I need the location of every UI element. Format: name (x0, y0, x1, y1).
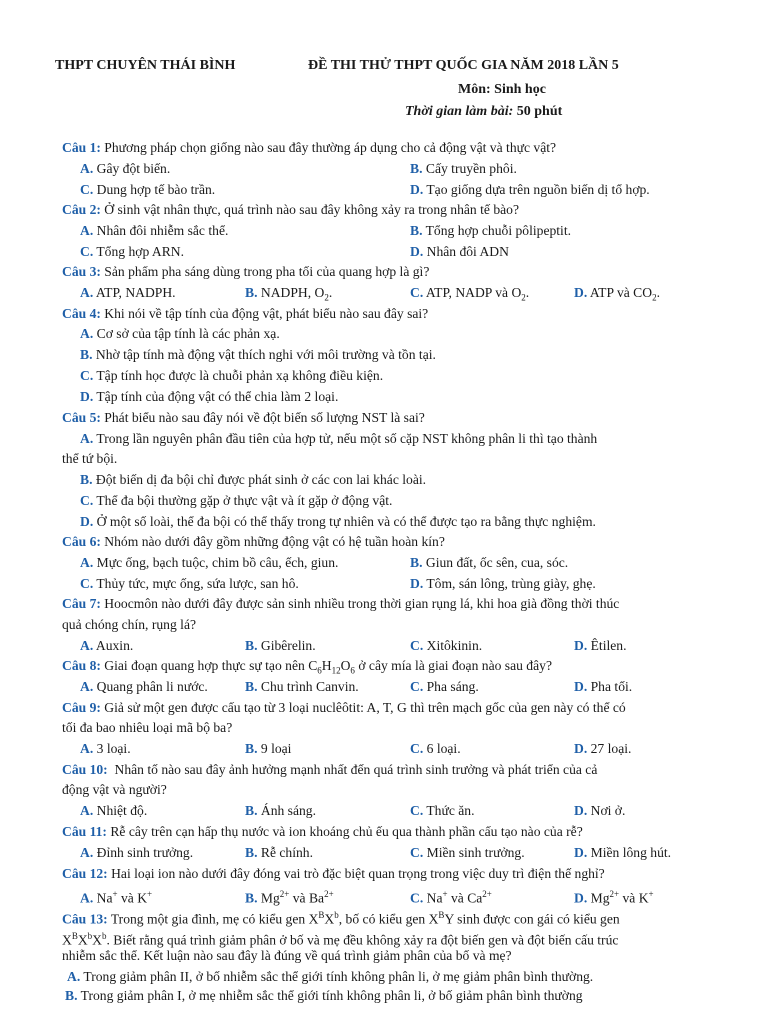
q12-option-b[interactable]: B. $Mg^{2+}$ và $Ba^{2+}$ (245, 889, 334, 906)
q6-option-c[interactable]: C. Thủy tức, mực ống, sứa lược, san hô. (80, 576, 299, 591)
question-9: Câu 9: Giả sử một gen được cấu tạo từ 3 loại nuclêôtit: A, T, G thì trên mạch gốc của gen này có thể có (62, 700, 626, 715)
q6-option-b[interactable]: B. Giun đất, ốc sên, cua, sóc. (410, 555, 569, 570)
q2-option-d[interactable]: D. Nhân đôi ADN (410, 244, 509, 259)
q12-option-d[interactable]: D. $Mg^{2+}$ và K+ (574, 889, 654, 906)
q4-option-a[interactable]: A. Cơ sở của tập tính là các phản xạ. (80, 326, 280, 341)
question-10: Câu 10: Nhân tố nào sau đây ảnh hưởng mạnh nhất đến quá trình sinh trưởng và phát triển của cả (62, 762, 598, 777)
q1-option-d[interactable]: D. Tạo giống dựa trên nguồn biến dị tổ hợp. (410, 182, 650, 197)
q7-option-b[interactable]: B. Gibêrelin. (245, 638, 316, 653)
q9-option-b[interactable]: B. 9 loại (245, 741, 292, 756)
question-7-cont: quả chóng chín, rụng lá? (62, 617, 197, 632)
q4-option-c[interactable]: C. Tập tính học được là chuỗi phản xạ không điều kiện. (80, 368, 384, 383)
question-1: Câu 1: Phương pháp chọn giống nào sau đây thường áp dụng cho cả động vật và thực vật? (62, 140, 557, 155)
q2-option-c[interactable]: C. Tổng hợp ARN. (80, 244, 184, 259)
q5-option-d[interactable]: D. Ở một số loài, thể đa bội có thể thấy trong tự nhiên và có thể được tạo ra bằng thực nghiệm. (80, 514, 596, 529)
question-5: Câu 5: Phát biểu nào sau đây nói về đột biến số lượng NST là sai? (62, 410, 425, 425)
subject-line (458, 82, 546, 98)
q10-option-b[interactable]: B. Ánh sáng. (245, 803, 317, 818)
q11-option-d[interactable]: D. Miền lông hút. (574, 845, 672, 860)
q3-option-a[interactable]: A. ATP, NADPH. (80, 285, 176, 300)
question-3: Câu 3: Sản phẩm pha sáng dùng trong pha tối của quang hợp là gì? (62, 264, 430, 279)
q5-option-a[interactable]: A. Trong lần nguyên phân đầu tiên của hợp tử, nếu một số cặp NST không phân li thì tạo thành (80, 431, 598, 446)
q7-option-a[interactable]: A. Auxin. (80, 638, 134, 653)
q3-option-c[interactable]: C. ATP, NADP và $O_2$. (410, 285, 530, 303)
q11-option-b[interactable]: B. Rễ chính. (245, 845, 313, 860)
q8-option-d[interactable]: D. Pha tối. (574, 679, 633, 694)
q9-option-c[interactable]: C. 6 loại. (410, 741, 461, 756)
question-12: Câu 12: Hai loại ion nào dưới đây đóng vai trò đặc biệt quan trọng trong việc duy trì điện thế nghỉ? (62, 866, 605, 881)
subject-value: Sinh học (494, 82, 546, 97)
question-13: Câu 13: Trong một gia đình, mẹ có kiểu gen $X^BX^b$, bố có kiểu gen $X^BY$ sinh được con gái có kiểu gen (62, 910, 620, 927)
q5-option-c[interactable]: C. Thể đa bội thường gặp ở thực vật và ít gặp ở động vật. (80, 493, 393, 508)
q11-option-a[interactable]: A. Đỉnh sinh trưởng. (80, 845, 194, 860)
q10-option-d[interactable]: D. Nơi ở. (574, 803, 626, 818)
question-13-line-3: nhiễm sắc thể. Kết luận nào sau đây là đúng về quá trình giảm phân của bố và mẹ? (62, 948, 512, 963)
question-11: Câu 11: Rễ cây trên cạn hấp thụ nước và ion khoáng chủ ếu qua thành phần cấu tạo nào của rễ? (62, 824, 583, 839)
q12-option-c[interactable]: C. Na+ và $Ca^{2+}$ (410, 889, 492, 906)
q9-option-d[interactable]: D. 27 loại. (574, 741, 632, 756)
question-7: Câu 7: Hoocmôn nào dưới đây được sản sinh nhiều trong thời gian rụng lá, khi hoa già đồng thời thúc (62, 596, 620, 611)
q8-option-b[interactable]: B. Chu trình Canvin. (245, 679, 359, 694)
q5-option-a-cont: thể tứ bội. (62, 451, 118, 466)
q8-option-a[interactable]: A. Quang phân li nước. (80, 679, 208, 694)
question-8: Câu 8: Giai đoạn quang hợp thực sự tạo nên $C_6H_{12}O_6$ ở cây mía là giai đoạn nào sau đây? (62, 658, 552, 676)
q5-option-b[interactable]: B. Đột biến dị đa bội chỉ được phát sinh ở các con lai khác loài. (80, 472, 427, 487)
question-13-line-2: $X^BX^bX^b$. Biết rằng quá trình giảm phân ở bố và mẹ đều không xảy ra đột biến gen và đột biến cấu trúc (62, 931, 619, 948)
q2-option-a[interactable]: A. Nhân đôi nhiễm sắc thể. (80, 223, 229, 238)
q10-option-c[interactable]: C. Thức ăn. (410, 803, 475, 818)
q13-option-b[interactable]: B. Trong giảm phân I, ở mẹ nhiễm sắc thể giới tính không phân li, ở bố giảm phân bình thường (65, 988, 583, 1003)
q7-option-c[interactable]: C. Xitôkinin. (410, 638, 483, 653)
school-name: THPT CHUYÊN THÁI BÌNH (55, 58, 236, 73)
exam-title: ĐỀ THI THỬ THPT QUỐC GIA NĂM 2018 LẦN 5 (308, 58, 619, 73)
q4-option-b[interactable]: B. Nhờ tập tính mà động vật thích nghi với môi trường và tồn tại. (80, 347, 436, 362)
q2-option-b[interactable]: B. Tổng hợp chuỗi pôlipeptit. (410, 223, 572, 238)
question-2: Câu 2: Ở sinh vật nhân thực, quá trình nào sau đây không xảy ra trong nhân tế bào? (62, 202, 520, 217)
question-9-cont: tối đa bao nhiêu loại mã bộ ba? (62, 720, 233, 735)
question-6: Câu 6: Nhóm nào dưới đây gồm những động vật có hệ tuần hoàn kín? (62, 534, 445, 549)
q6-option-a[interactable]: A. Mực ống, bạch tuộc, chim bồ câu, ếch, giun. (80, 555, 339, 570)
q3-option-b[interactable]: B. NADPH, $O_2$. (245, 285, 333, 303)
q9-option-a[interactable]: A. 3 loại. (80, 741, 131, 756)
time-value: 50 phút (516, 104, 563, 119)
q4-option-d[interactable]: D. Tập tính của động vật có thể chia làm 2 loại. (80, 389, 339, 404)
q13-option-a[interactable]: A. Trong giảm phân II, ở bố nhiễm sắc thể giới tính không phân li, ở mẹ giảm phân bình thường. (67, 969, 594, 984)
subject-label: Môn: (458, 82, 491, 97)
time-label: Thời gian làm bài: (405, 104, 514, 119)
q11-option-c[interactable]: C. Miền sinh trưởng. (410, 845, 525, 860)
q10-option-a[interactable]: A. Nhiệt độ. (80, 803, 148, 818)
q12-option-a[interactable]: A. Na+ và K+ (80, 889, 153, 906)
q1-option-b[interactable]: B. Cấy truyền phôi. (410, 161, 517, 176)
time-line (405, 104, 562, 120)
q8-option-c[interactable]: C. Pha sáng. (410, 679, 479, 694)
q7-option-d[interactable]: D. Êtilen. (574, 638, 627, 653)
q1-option-c[interactable]: C. Dung hợp tế bào trần. (80, 182, 216, 197)
q3-option-d[interactable]: D. ATP và $CO_2$. (574, 285, 660, 303)
q6-option-d[interactable]: D. Tôm, sán lông, trùng giày, ghẹ. (410, 576, 596, 591)
question-10-cont: động vật và người? (62, 782, 167, 797)
q1-option-a[interactable]: A. Gây đột biến. (80, 161, 171, 176)
question-4: Câu 4: Khi nói về tập tính của động vật, phát biểu nào sau đây sai? (62, 306, 429, 321)
